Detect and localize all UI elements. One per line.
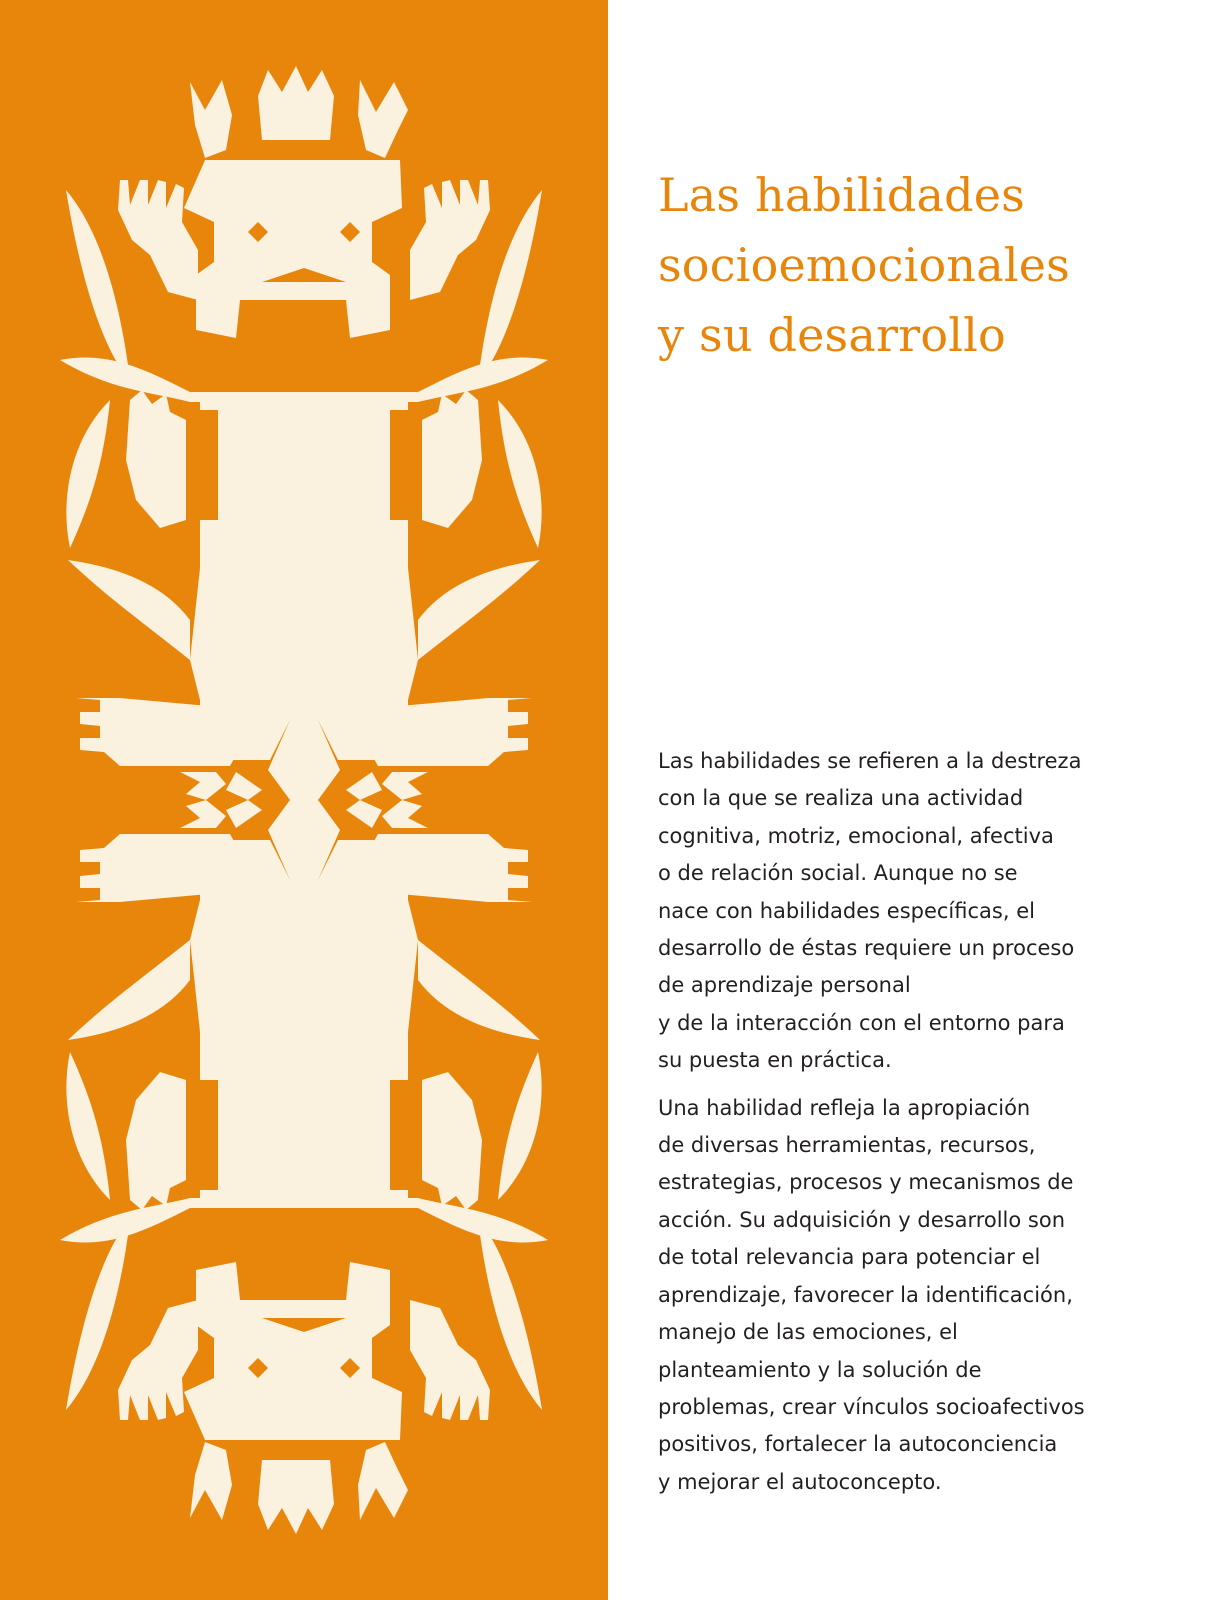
text-line: de diversas herramientas, recursos, <box>658 1133 1036 1158</box>
text-line: positivos, fortalecer la autoconciencia <box>658 1432 1058 1457</box>
paragraph <box>658 1090 1178 1501</box>
text-line: nace con habilidades específicas, el <box>658 898 1035 923</box>
title-line: socioemocionales <box>658 238 1070 292</box>
text-line: de total relevancia para potenciar el <box>658 1245 1041 1270</box>
title-line: Las habilidades <box>658 168 1025 222</box>
text-line: de aprendizaje personal <box>658 973 911 998</box>
text-line: cognitiva, motriz, emocional, afectiva <box>658 823 1054 848</box>
text-line: aprendizaje, favorecer la identificación, <box>658 1282 1073 1307</box>
text-line: con la que se realiza una actividad <box>658 786 1024 811</box>
text-line: planteamiento y la solución de <box>658 1357 982 1382</box>
text-line: acción. Su adquisición y desarrollo son <box>658 1207 1066 1232</box>
text-line: o de relación social. Aunque no se <box>658 861 1018 886</box>
page-title <box>658 160 1178 370</box>
body-text <box>658 743 1178 1501</box>
text-line: y de la interacción con el entorno para <box>658 1010 1065 1035</box>
text-line: estrategias, procesos y mecanismos de <box>658 1170 1074 1195</box>
text-line: y mejorar el autoconcepto. <box>658 1469 942 1494</box>
paragraph <box>658 743 1178 1080</box>
text-line: Las habilidades se refieren a la destreza <box>658 749 1082 773</box>
text-line: desarrollo de éstas requiere un proceso <box>658 936 1075 961</box>
text-line: manejo de las emociones, el <box>658 1320 958 1345</box>
text-line: su puesta en práctica. <box>658 1048 892 1073</box>
text-line: Una habilidad refleja la apropiación <box>658 1095 1031 1120</box>
text-line: problemas, crear vínculos socioafectivos <box>658 1394 1085 1419</box>
title-line: y su desarrollo <box>658 308 1006 362</box>
